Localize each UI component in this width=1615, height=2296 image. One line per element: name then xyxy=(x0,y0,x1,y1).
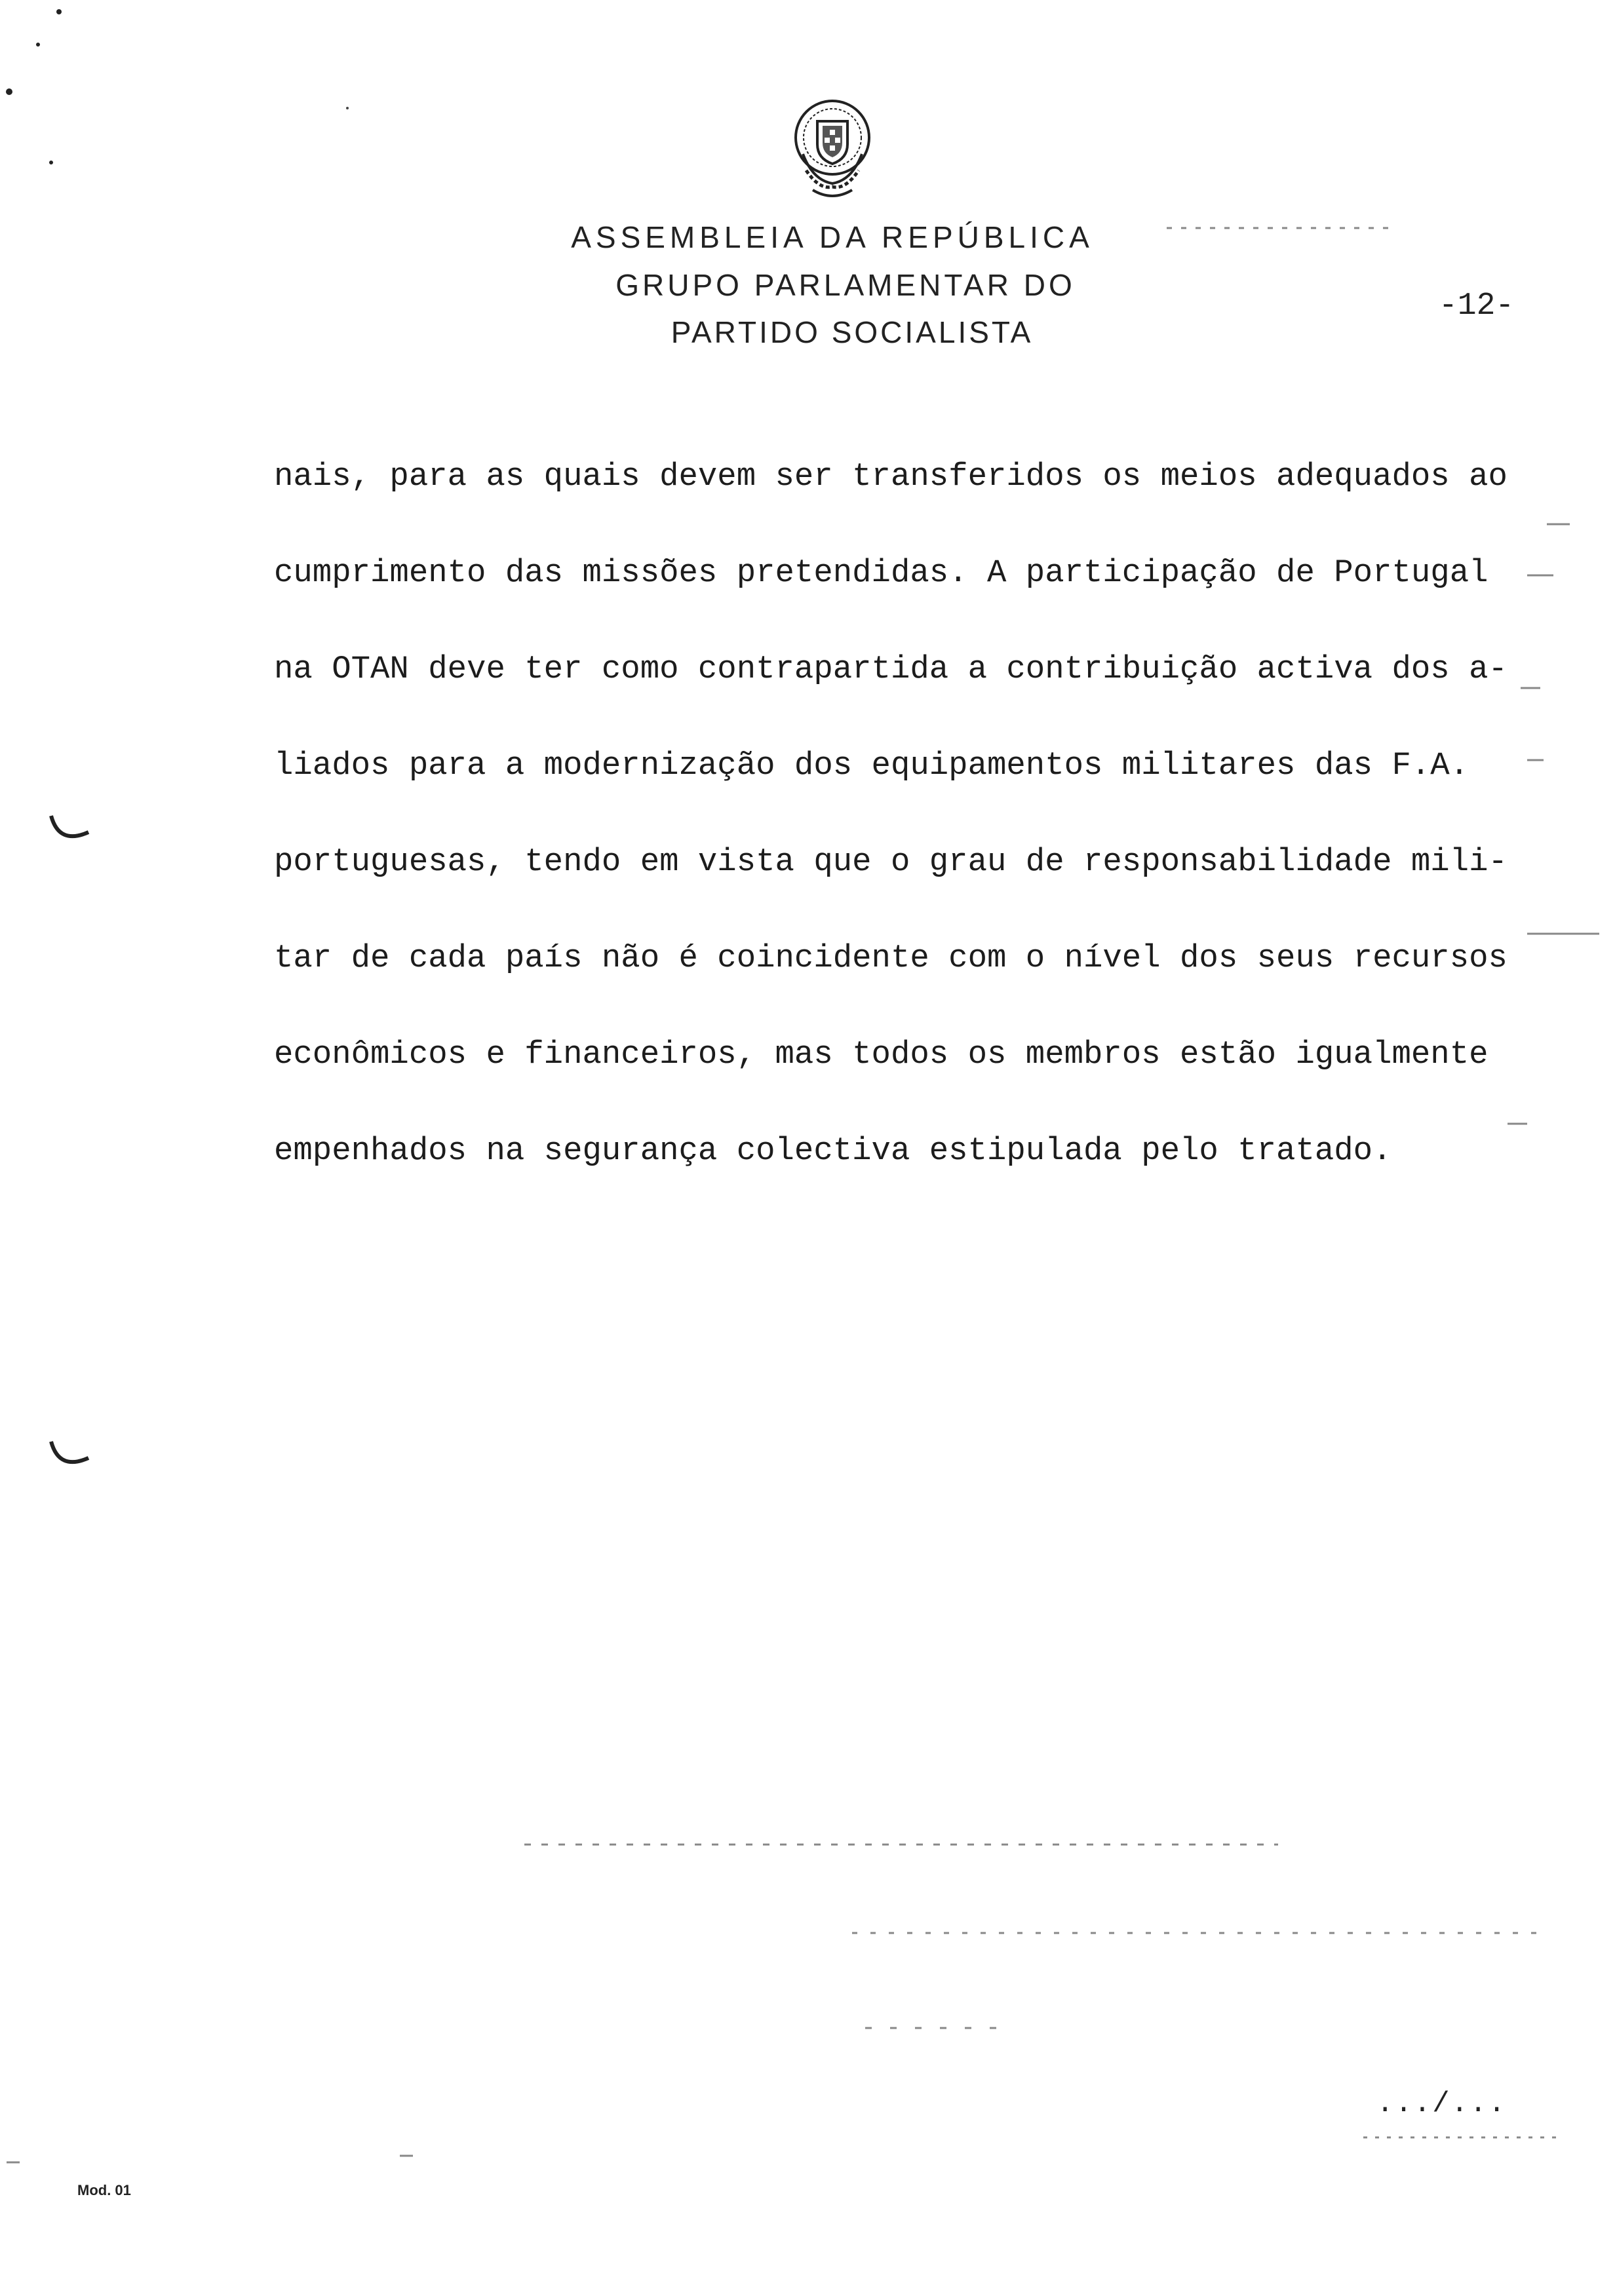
speck xyxy=(49,161,53,164)
body-line: nais, para as quais devem ser transferidos os meios adequados ao xyxy=(274,458,1508,495)
punch-hole-mark xyxy=(51,816,88,836)
speck xyxy=(346,107,349,109)
body-line: empenhados na segurança colectiva estipulada pelo tratado. xyxy=(274,1132,1392,1169)
faint-dashes xyxy=(7,228,1599,2162)
page-number: -12- xyxy=(1439,288,1515,324)
letterhead-group: GRUPO PARLAMENTAR DO xyxy=(615,268,1076,302)
body-line: tar de cada país não é coincidente com o nível dos seus recursos xyxy=(274,940,1508,976)
body-line: econômicos e financeiros, mas todos os membros estão igualmente xyxy=(274,1036,1489,1073)
letterhead-party: PARTIDO SOCIALISTA xyxy=(671,315,1034,349)
body-line: na OTAN deve ter como contrapartida a contribuição activa dos a- xyxy=(274,651,1508,687)
speck xyxy=(6,88,12,95)
body-line: portuguesas, tendo em vista que o grau de responsabilidade mili- xyxy=(274,843,1508,880)
body-line: liados para a modernização dos equipamentos militares das F.A. xyxy=(274,747,1469,784)
continuation-mark: .../... xyxy=(1376,2088,1507,2120)
punch-hole-mark xyxy=(51,1442,88,1462)
speck xyxy=(56,9,62,14)
speck xyxy=(36,43,40,47)
body-line: cumprimento das missões pretendidas. A participação de Portugal xyxy=(274,554,1489,591)
letterhead-assembly: ASSEMBLEIA DA REPÚBLICA xyxy=(571,220,1094,254)
form-code: Mod. 01 xyxy=(77,2182,131,2198)
